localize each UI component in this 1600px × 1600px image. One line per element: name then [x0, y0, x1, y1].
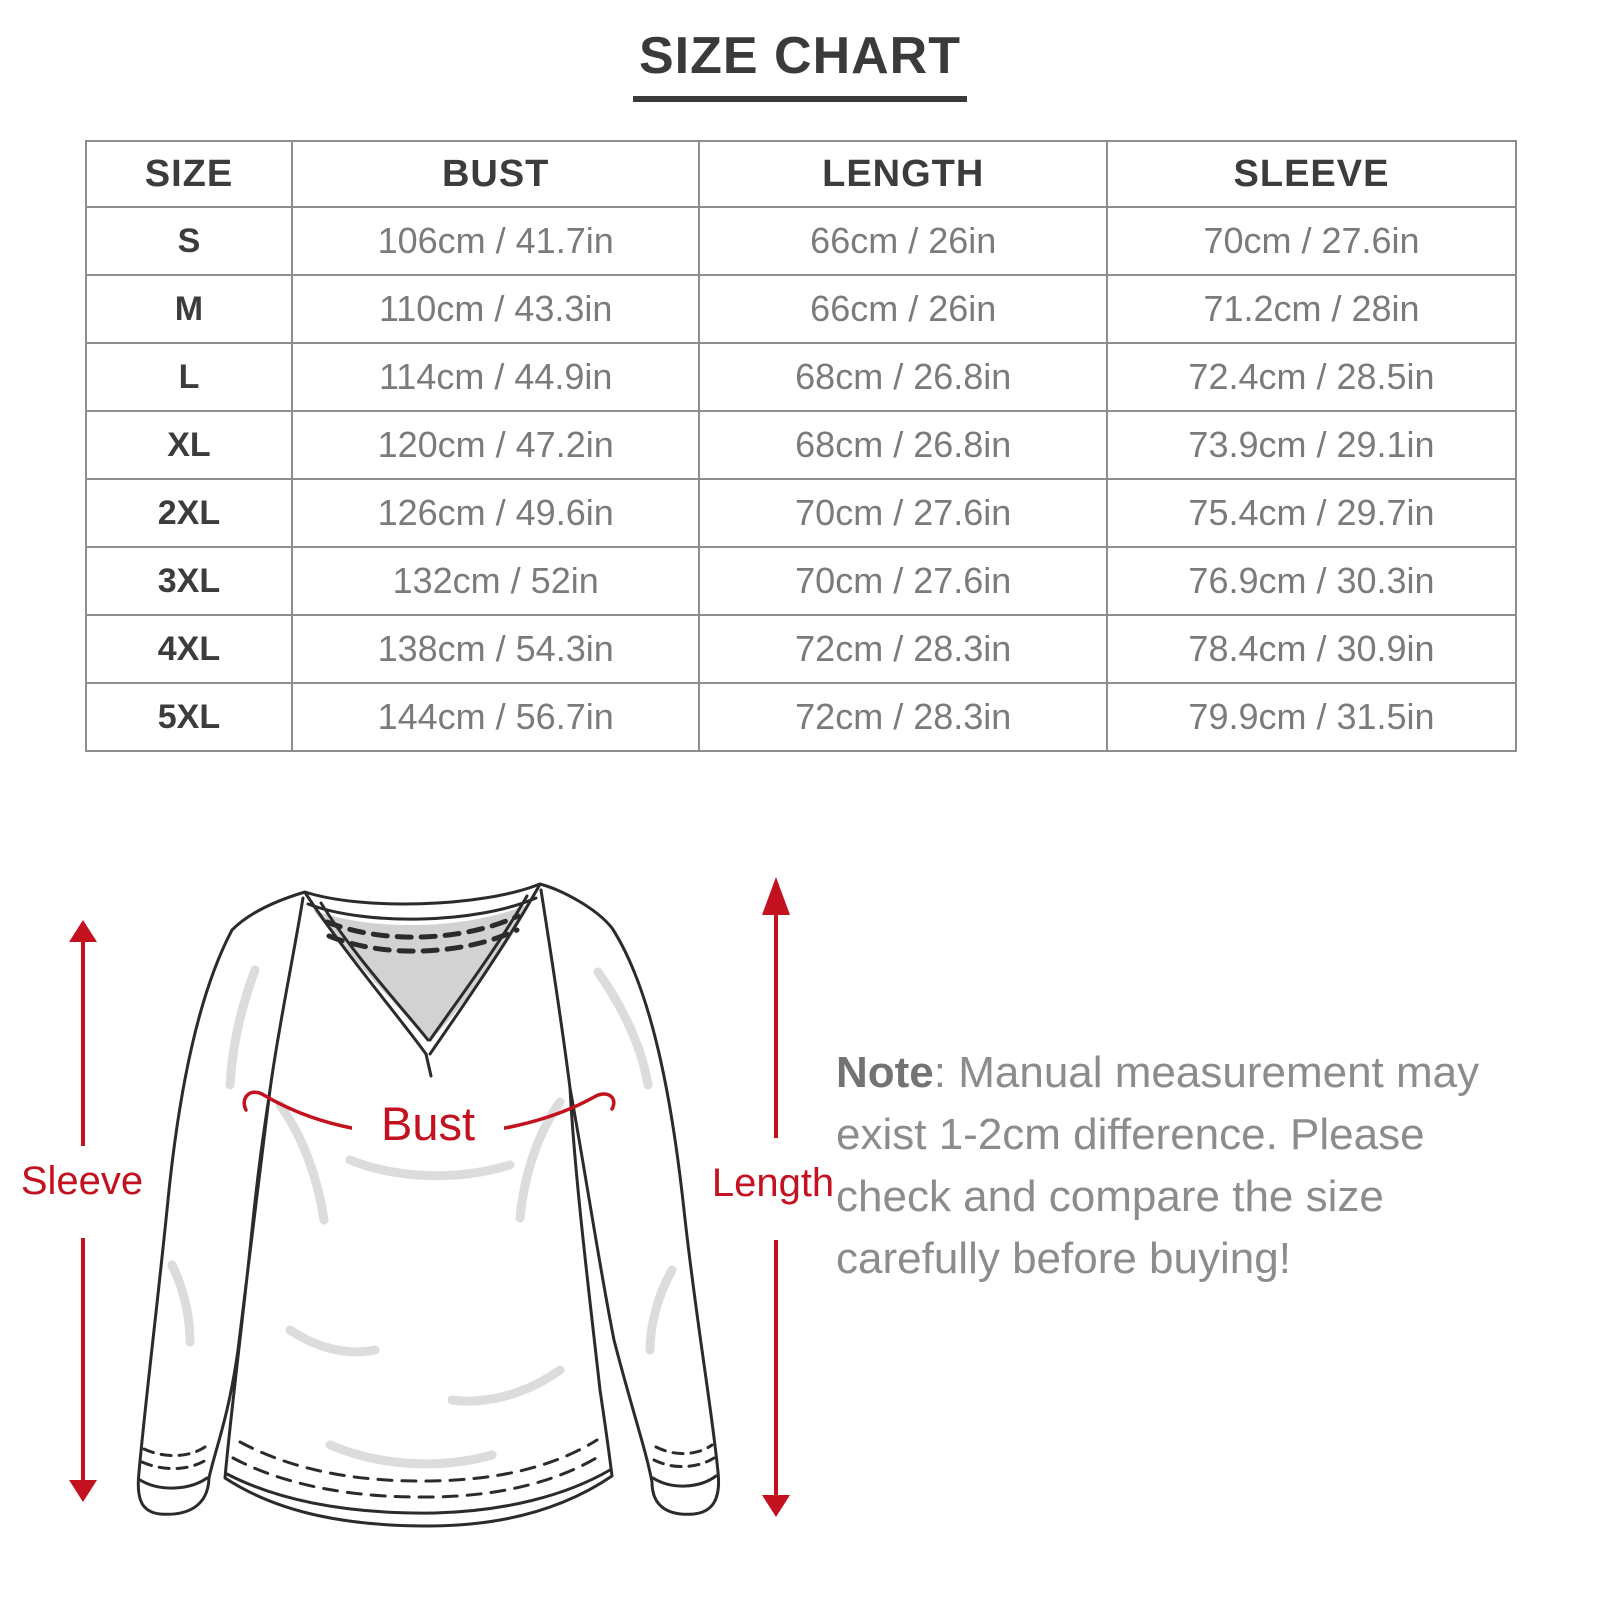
column-header-length: LENGTH	[699, 141, 1107, 207]
measurement-cell: 79.9cm / 31.5in	[1107, 683, 1516, 751]
measurement-cell: 68cm / 26.8in	[699, 411, 1107, 479]
table-row	[86, 343, 1516, 411]
table-row	[86, 207, 1516, 275]
sleeve-label: Sleeve	[20, 1159, 144, 1203]
measurement-diagram	[0, 850, 860, 1590]
measurement-cell: 132cm / 52in	[292, 547, 700, 615]
table-row	[86, 411, 1516, 479]
size-cell: L	[86, 343, 292, 411]
page-title-text: SIZE CHART	[633, 26, 967, 102]
measurement-cell: 110cm / 43.3in	[292, 275, 700, 343]
size-cell: 3XL	[86, 547, 292, 615]
measurement-cell: 71.2cm / 28in	[1107, 275, 1516, 343]
table-row	[86, 275, 1516, 343]
header-row	[86, 141, 1516, 207]
measurement-cell: 66cm / 26in	[699, 275, 1107, 343]
measurement-cell: 66cm / 26in	[699, 207, 1107, 275]
note-text	[836, 1042, 1500, 1290]
size-cell: M	[86, 275, 292, 343]
measurement-cell: 126cm / 49.6in	[292, 479, 700, 547]
measurement-cell: 68cm / 26.8in	[699, 343, 1107, 411]
page-title	[0, 26, 1600, 102]
size-cell: 4XL	[86, 615, 292, 683]
measurement-cell: 72cm / 28.3in	[699, 615, 1107, 683]
table-row	[86, 615, 1516, 683]
size-table-header	[86, 141, 1516, 207]
measurement-cell: 75.4cm / 29.7in	[1107, 479, 1516, 547]
size-cell: 2XL	[86, 479, 292, 547]
table-row	[86, 683, 1516, 751]
measurement-cell: 76.9cm / 30.3in	[1107, 547, 1516, 615]
size-cell: XL	[86, 411, 292, 479]
length-arrow	[712, 877, 834, 1517]
length-label: Length	[711, 1161, 835, 1205]
measurement-cell: 70cm / 27.6in	[1107, 207, 1516, 275]
column-header-size: SIZE	[86, 141, 292, 207]
measurement-cell: 72.4cm / 28.5in	[1107, 343, 1516, 411]
bust-label: Bust	[380, 1097, 476, 1150]
measurement-cell: 78.4cm / 30.9in	[1107, 615, 1516, 683]
measurement-cell: 114cm / 44.9in	[292, 343, 700, 411]
table-row	[86, 547, 1516, 615]
sleeve-arrow	[21, 920, 143, 1502]
table-row	[86, 479, 1516, 547]
size-table	[85, 140, 1517, 752]
note-label: Note	[836, 1048, 934, 1097]
column-header-bust: BUST	[292, 141, 700, 207]
measurement-cell: 70cm / 27.6in	[699, 547, 1107, 615]
size-cell: 5XL	[86, 683, 292, 751]
measurement-cell: 120cm / 47.2in	[292, 411, 700, 479]
measurement-cell: 72cm / 28.3in	[699, 683, 1107, 751]
column-header-sleeve: SLEEVE	[1107, 141, 1516, 207]
size-cell: S	[86, 207, 292, 275]
note-body: : Manual measurement may exist 1-2cm difference. Please check and compare the size carefully before buying!	[836, 1048, 1480, 1283]
measurement-cell: 144cm / 56.7in	[292, 683, 700, 751]
measurement-cell: 73.9cm / 29.1in	[1107, 411, 1516, 479]
measurement-cell: 70cm / 27.6in	[699, 479, 1107, 547]
size-table-body	[86, 207, 1516, 751]
measurement-cell: 106cm / 41.7in	[292, 207, 700, 275]
measurement-cell: 138cm / 54.3in	[292, 615, 700, 683]
